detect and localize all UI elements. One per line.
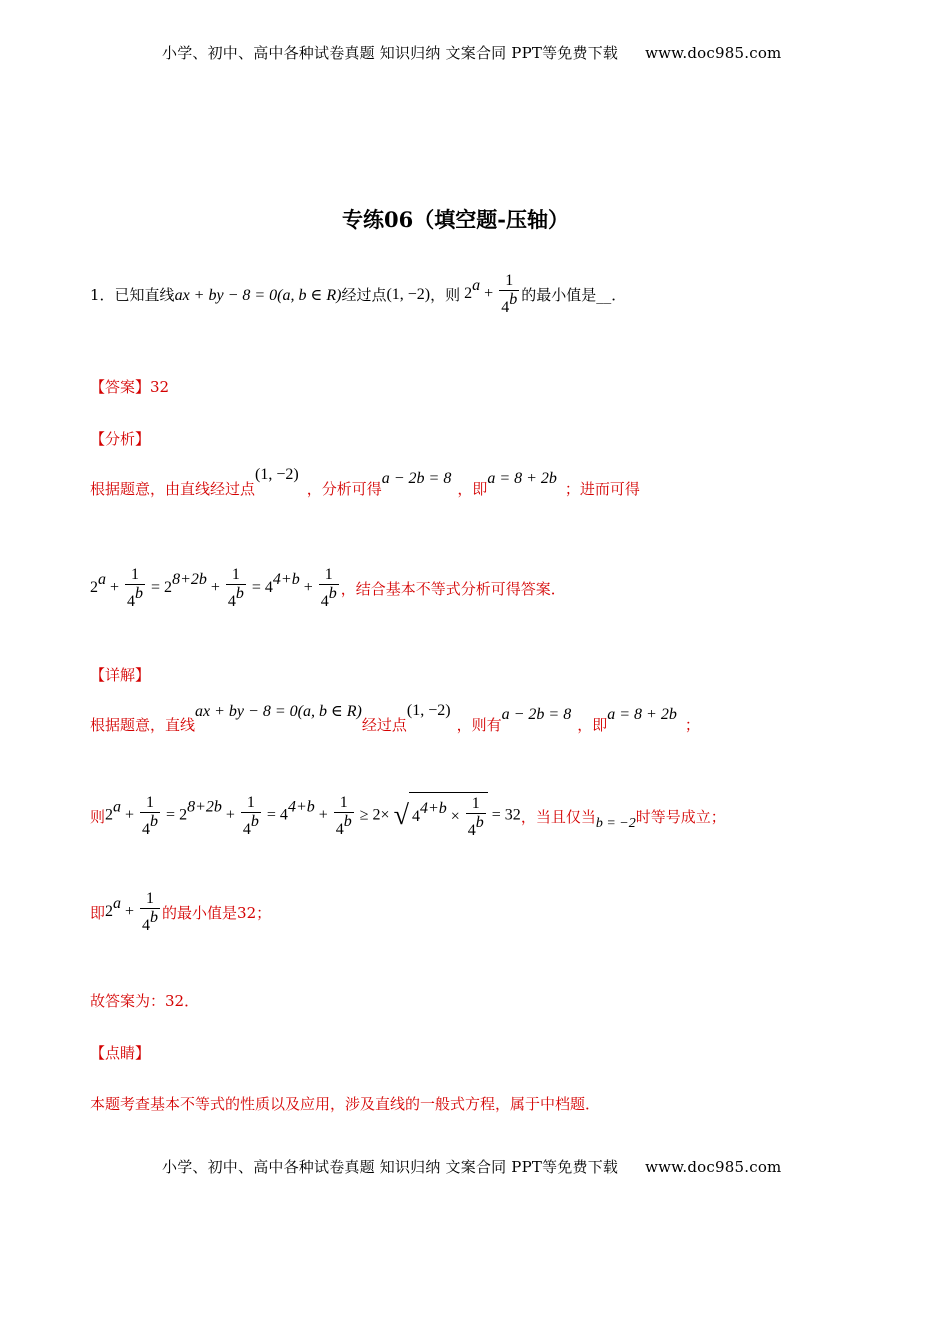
page-footer [162,1156,781,1177]
detail-line-4: 故答案为：32． [90,992,200,1010]
question-text-3: ，则 [430,286,461,304]
footer-text: 小学、初中、高中各种试卷真题 知识归纳 文案合同 PPT等免费下载 [162,1158,619,1176]
detail-line-2 [90,792,726,840]
detail-text-3: ，则有 [456,716,502,734]
detail-label: 【详解】 [90,666,151,684]
analysis-text-2: ，分析可得 [306,480,382,498]
detail-text-5: ； [684,716,700,734]
detail-line-3 [90,890,271,935]
analysis-eq1: a − 2b = 8 [381,469,452,487]
analysis-label: 【分析】 [90,430,151,448]
analysis-text-5: ，结合基本不等式分析可得答案． [340,580,566,598]
detail-text-9: 即 [90,904,106,922]
analysis-eq2: a = 8 + 2b [487,469,557,487]
detail-eq2: a = 8 + 2b [607,705,677,723]
analysis-point: (1, −2) [255,465,299,483]
detail-text-6: 则 [90,807,106,826]
question-number: 1． [90,286,115,304]
answer-value: 32 [150,378,170,396]
detail-text-10: 的最小值是32； [162,904,272,922]
analysis-text-3: ，即 [457,480,488,498]
point-coords: (1, −2) [386,285,431,303]
question-1 [90,272,626,317]
analysis-text-4: ；进而可得 [564,480,640,498]
detail-condition: b = −2 [595,816,636,831]
analysis-line-2 [90,566,566,611]
question-text-2: 经过点 [341,286,387,304]
question-text-4: 的最小值是__． [521,286,627,304]
analysis-line-1 [90,465,640,499]
answer-line [90,376,169,397]
header-text: 小学、初中、高中各种试卷真题 知识归纳 文案合同 PPT等免费下载 [162,44,619,62]
line-equation: ax + by − 8 = 0(a, b ∈ R) [174,286,342,304]
analysis-formula: $2^a$ + $\frac{1}{4^b}$ = $2^{8+2b}$ + $\frac{1}{4^b}$ = $4^{4+b}$ + $\frac{1}{4^b}$ [90,566,337,610]
analysis-text-1: 根据题意，由直线经过点 [90,480,256,498]
detail-point: (1, −2) [406,701,451,719]
question-text-1: 已知直线 [114,286,175,304]
detail-formula: $2^a$ + $\frac{1}{4^b}$ = $2^{8+2b}$ + $\frac{1}{4^b}$ = $4^{4+b}$ + $\frac{1}{4^b}$ ≥ 2× √ $4^{4+b}$ × $\frac{1}{4^b}$ = 32 [105,793,521,839]
page-header [162,42,781,63]
expression-formula: $2^a$ + $\frac{1}{4^b}$ [464,272,518,316]
detail-text-8: 时等号成立； [635,807,726,826]
detail-text-2: 经过点 [361,716,407,734]
detail-text-7: ，当且仅当 [520,807,596,826]
answer-label: 【答案】 [90,378,151,396]
detail-eq1: a − 2b = 8 [501,705,572,723]
detail-formula-2: $2^a$ + $\frac{1}{4^b}$ [105,890,159,934]
detail-line-eq: ax + by − 8 = 0(a, b ∈ R) [195,702,362,720]
comment-label: 【点睛】 [90,1044,151,1062]
footer-url: www.doc985.com [645,1158,782,1176]
header-url: www.doc985.com [645,44,782,62]
comment-text: 本题考查基本不等式的性质以及应用，涉及直线的一般式方程，属于中档题． [90,1095,601,1113]
detail-line-1 [90,701,700,735]
detail-text-1: 根据题意，直线 [90,716,196,734]
detail-text-4: ，即 [577,716,608,734]
page-title: 专练06（填空题-压轴） [342,207,569,232]
